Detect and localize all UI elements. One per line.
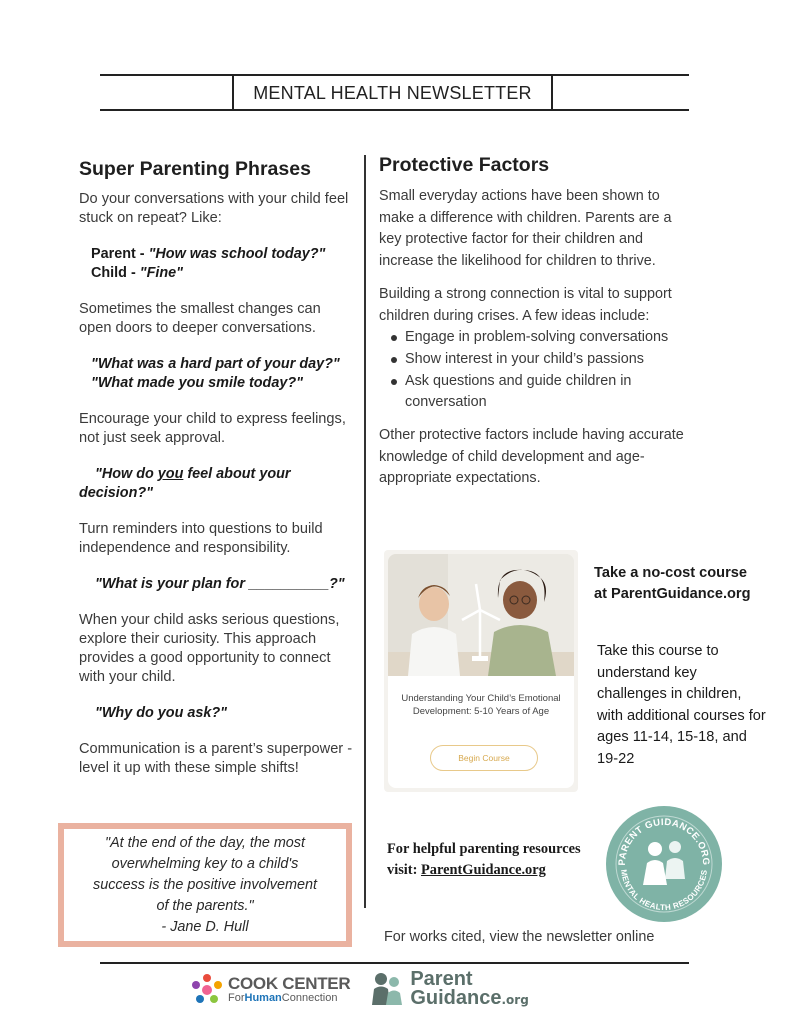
- cook-center-name: COOK CENTER: [228, 973, 351, 993]
- parent-guidance-people-icon: [370, 971, 404, 1007]
- parent-guidance-word-guidance: Guidance: [410, 987, 502, 1009]
- child-line: Child - "Fine": [91, 265, 183, 281]
- quote-line-4: of the parents.": [156, 897, 254, 914]
- footer-logos: [190, 968, 529, 1010]
- course-photo: [388, 554, 574, 676]
- cook-center-star-icon: [190, 972, 224, 1006]
- phrase-smile: "What made you smile today?": [91, 375, 303, 391]
- parent-guidance-org: .org: [501, 993, 529, 1007]
- intro-paragraph: Do your conversations with your child feel stuck on repeat? Like:: [79, 191, 349, 226]
- badge-top-text: PARENT GUIDANCE.ORG: [616, 816, 712, 866]
- paragraph-curiosity: When your child asks serious questions, explore their curiosity. This approach provides a good opportunity to connect with your child.: [79, 612, 340, 685]
- begin-course-button[interactable]: Begin Course: [430, 745, 538, 771]
- badge-bottom-text: MENTAL HEALTH RESOURCES: [618, 868, 709, 913]
- protective-paragraph-1: Small everyday actions have been shown to make a difference with children. Parents are a key protective factor for their children and increase the likelihood for children to thrive.: [379, 188, 672, 270]
- section-heading-protective-factors: Protective Factors: [379, 154, 550, 176]
- paragraph-superpower: Communication is a parent’s superpower - level it up with these simple shifts!: [79, 741, 353, 776]
- parent-guidance-word-parent: Parent: [410, 968, 473, 990]
- dialogue-example: [79, 245, 354, 283]
- parentguidance-link[interactable]: ParentGuidance.org: [420, 862, 546, 878]
- list-item: Engage in problem-solving conversations: [391, 327, 689, 349]
- course-cta-title: Take a no-cost course at ParentGuidance.org: [594, 565, 751, 602]
- paragraph-express-feelings: Encourage your child to express feelings, not just seek approval.: [79, 411, 346, 446]
- protective-factors-section: [379, 154, 689, 501]
- list-item: Show interest in your child’s passions: [391, 349, 689, 371]
- mental-health-resources-badge-icon: [605, 805, 723, 923]
- phrase-hard-part: "What was a hard part of your day?": [91, 356, 340, 372]
- quote-line-1: "At the end of the day, the most: [104, 834, 306, 851]
- section-heading-super-parenting: Super Parenting Phrases: [79, 158, 311, 180]
- protective-paragraph-3: Other protective factors include having accurate knowledge of child development and age-appropriate expectations.: [379, 427, 684, 487]
- list-item: Ask questions and guide children in conversation: [391, 371, 689, 414]
- paragraph-reminders: Turn reminders into questions to build independence and responsibility.: [79, 521, 323, 556]
- footer-rule: [100, 962, 689, 964]
- paragraph-small-changes: Sometimes the smallest changes can open doors to deeper conversations.: [79, 301, 321, 336]
- course-card-title: Understanding Your Child’s Emotional Development: 5-10 Years of Age: [401, 693, 561, 717]
- protective-paragraph-2: Building a strong connection is vital to support children during crises. A few ideas include:: [379, 285, 672, 324]
- super-parenting-section: [79, 154, 354, 795]
- phrase-plan: "What is your plan for __________?": [95, 576, 345, 592]
- course-card[interactable]: [384, 550, 578, 792]
- works-cited-note: For works cited, view the newsletter online: [384, 929, 655, 945]
- parent-guidance-logo[interactable]: [370, 970, 528, 1008]
- quote-author: - Jane D. Hull: [161, 918, 249, 935]
- parent-line: Parent - "How was school today?": [91, 246, 326, 262]
- course-cta-body: Take this course to understand key challenges in children, with additional courses for ages 11-14, 15-18, and 19-22: [597, 643, 766, 767]
- phrase-how-do-you-feel: "How do you feel about your decision?": [79, 466, 291, 501]
- quote-line-3: success is the positive involvement: [93, 876, 317, 893]
- cook-center-logo[interactable]: [190, 972, 350, 1006]
- quote-line-2: overwhelming key to a child's: [111, 855, 299, 872]
- cook-center-tagline: ForHumanConnection: [228, 991, 338, 1004]
- newsletter-title: MENTAL HEALTH NEWSLETTER: [232, 75, 553, 111]
- column-divider: [364, 155, 366, 908]
- phrase-group-1: [79, 355, 354, 393]
- resources-note: For helpful parenting resources visit: ParentGuidance.org: [387, 841, 581, 878]
- phrase-why: "Why do you ask?": [95, 705, 227, 721]
- course-card-inner: [388, 554, 574, 788]
- ideas-list: [391, 327, 689, 414]
- quote-box: [58, 823, 352, 947]
